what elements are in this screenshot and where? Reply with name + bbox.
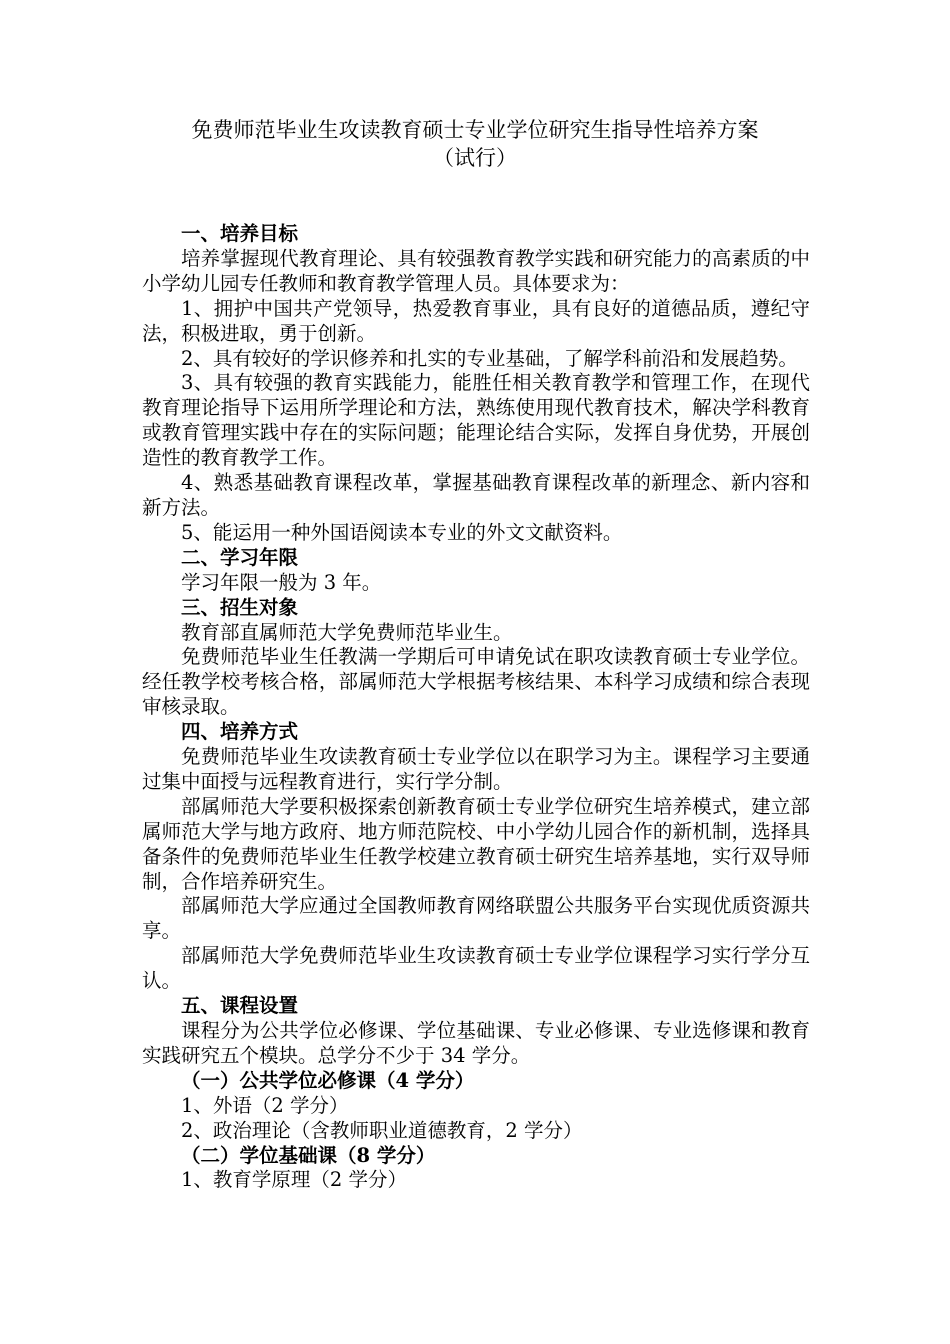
- body-paragraph: 1、外语（2 学分）: [181, 1093, 349, 1117]
- body-paragraph: 部属师范大学免费师范毕业生攻读教育硕士专业学位课程学习实行学分互认。: [142, 944, 810, 993]
- section-heading: （一）公共学位必修课（4 学分）: [181, 1068, 475, 1092]
- document-title: [0, 116, 950, 172]
- section-heading: 一、培养目标: [181, 222, 299, 245]
- body-paragraph: 部属师范大学要积极探索创新教育硕士专业学位研究生培养模式，建立部属师范大学与地方政府、地方师范院校、中小学幼儿园合作的新机制，选择具备条件的免费师范毕业生任教学校建立教育硕士研究生培养基地，实行双导师制，合作培养研究生。: [142, 794, 810, 893]
- section-heading: 三、招生对象: [181, 595, 299, 619]
- body-paragraph: 课程分为公共学位必修课、学位基础课、专业必修课、专业选修课和教育实践研究五个模块。总学分不少于 34 学分。: [142, 1019, 810, 1067]
- body-paragraph: 5、能运用一种外国语阅读本专业的外文文献资料。: [181, 520, 623, 544]
- body-paragraph: 2、政治理论（含教师职业道德教育，2 学分）: [181, 1118, 583, 1142]
- section-heading: （二）学位基础课（8 学分）: [181, 1143, 436, 1167]
- body-paragraph: 免费师范毕业生攻读教育硕士专业学位以在职学习为主。课程学习主要通过集中面授与远程教育进行，实行学分制。: [142, 745, 810, 793]
- body-paragraph: 培养掌握现代教育理论、具有较强教育教学实践和研究能力的高素质的中小学幼儿园专任教师和教育教学管理人员。具体要求为：: [142, 246, 810, 295]
- title-line-1: 免费师范毕业生攻读教育硕士专业学位研究生指导性培养方案: [191, 118, 759, 142]
- body-paragraph: 4、熟悉基础教育课程改革，掌握基础教育课程改革的新理念、新内容和新方法。: [142, 471, 810, 519]
- body-paragraph: 学习年限一般为 3 年。: [181, 570, 382, 594]
- title-line-2: （试行）: [433, 146, 517, 170]
- body-paragraph: 2、具有较好的学识修养和扎实的专业基础，了解学科前沿和发展趋势。: [181, 346, 798, 370]
- section-heading: 二、学习年限: [181, 545, 299, 569]
- body-paragraph: 部属师范大学应通过全国教师教育网络联盟公共服务平台实现优质资源共享。: [142, 894, 810, 943]
- section-heading: 四、培养方式: [181, 720, 299, 744]
- body-paragraph: 3、具有较强的教育实践能力，能胜任相关教育教学和管理工作，在现代教育理论指导下运用所学理论和方法，熟练使用现代教育技术，解决学科教育或教育管理实践中存在的实际问题；能理论结合实际，发挥自身优势，开展创造性的教育教学工作。: [142, 371, 810, 470]
- body-paragraph: 教育部直属师范大学免费师范毕业生。: [181, 620, 513, 644]
- section-heading: 五、课程设置: [181, 994, 299, 1018]
- document-body: [142, 222, 810, 1193]
- body-paragraph: 1、拥护中国共产党领导，热爱教育事业，具有良好的道德品质，遵纪守法，积极进取，勇于创新。: [142, 296, 810, 345]
- body-paragraph: 免费师范毕业生任教满一学期后可申请免试在职攻读教育硕士专业学位。经任教学校考核合格，部属师范大学根据考核结果、本科学习成绩和综合表现审核录取。: [142, 645, 810, 719]
- body-paragraph: 1、教育学原理（2 学分）: [181, 1168, 408, 1192]
